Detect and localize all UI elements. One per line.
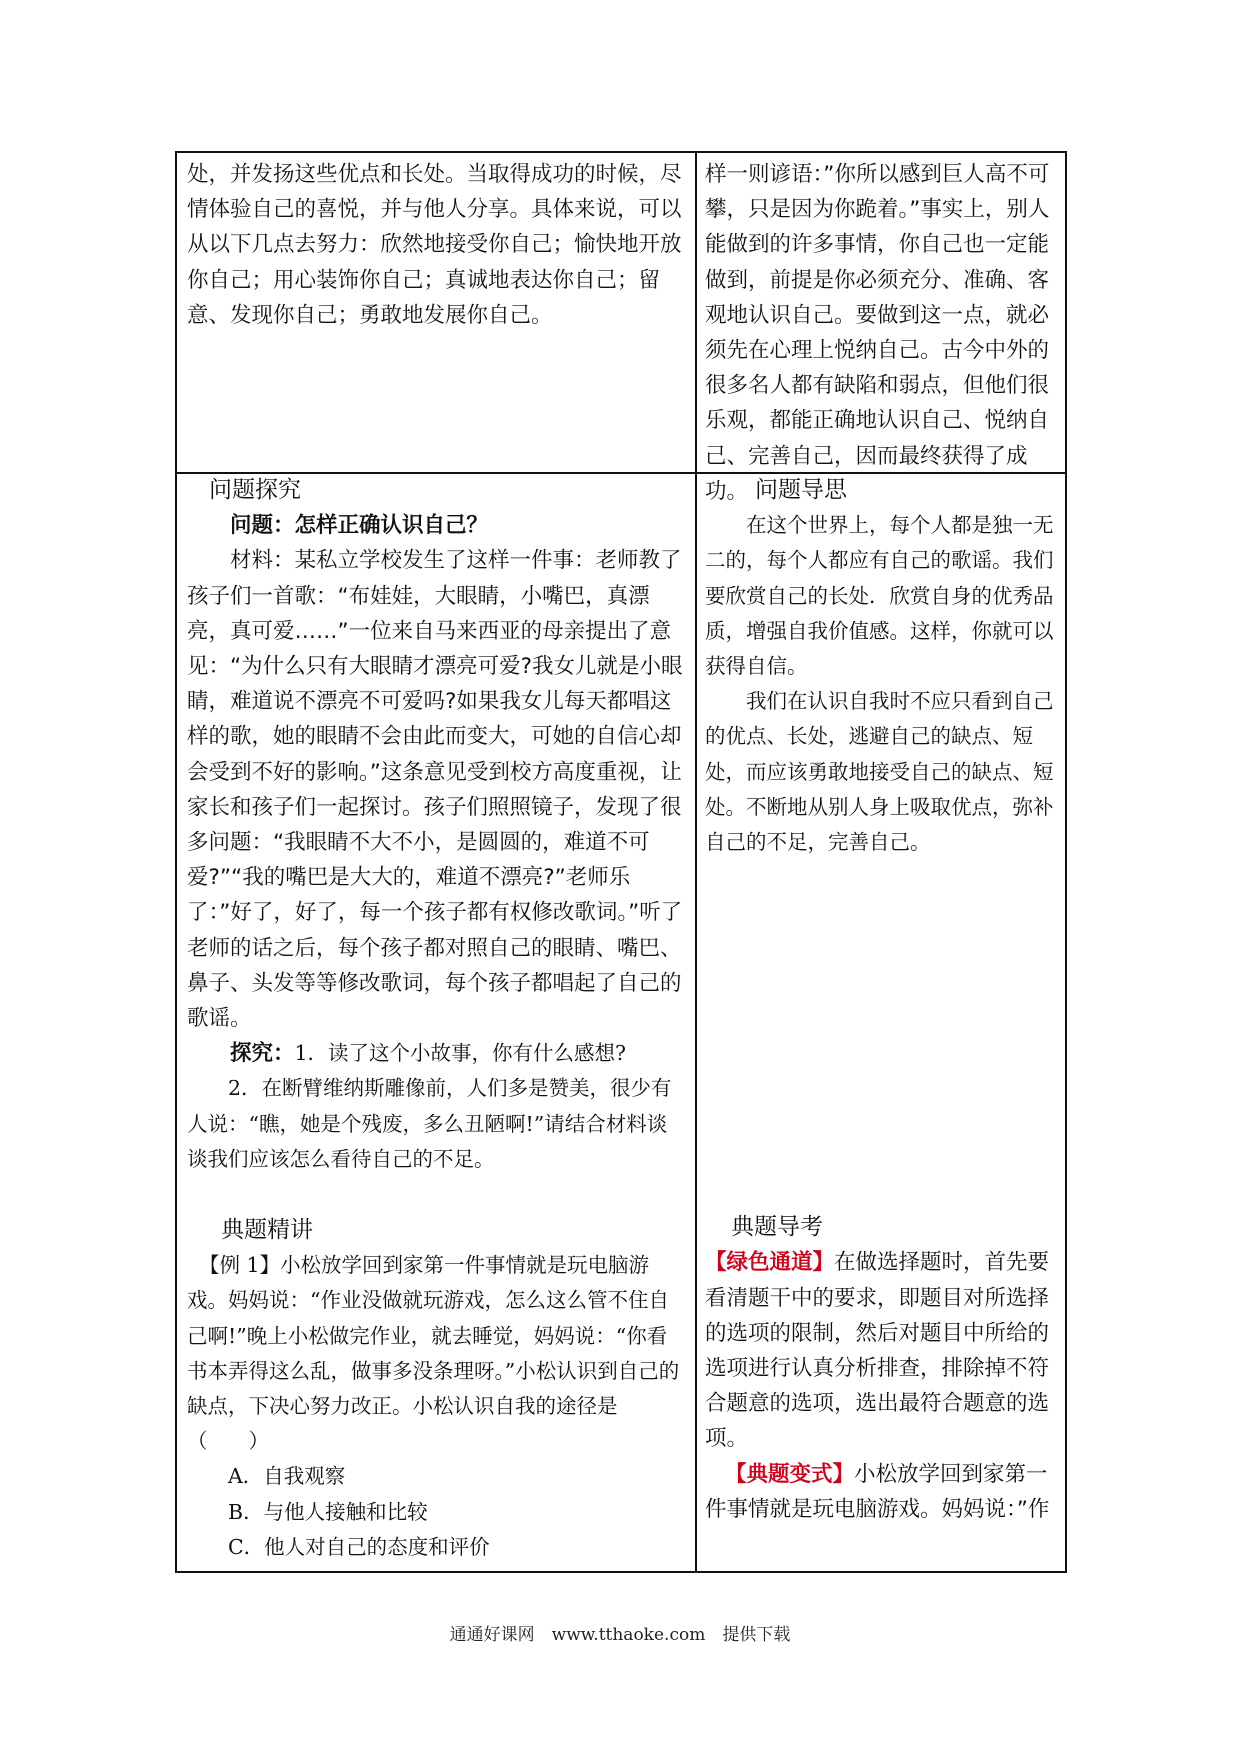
bottom-right-cell <box>705 473 1057 1527</box>
task-1: 1．读了这个小故事，你有什么感想? <box>294 1041 627 1066</box>
question-label: 问题：怎样正确认识自己？ <box>230 513 489 539</box>
option-a: A．自我观察 <box>228 1464 346 1489</box>
variant-text: 小松放学回到家第一件事情就是玩电脑游戏。妈妈说：”作 <box>705 1461 1050 1522</box>
example-text: 小松放学回到家第一件事情就是玩电脑游戏。妈妈说：“作业没做就玩游戏，怎么这么管不住自己啊!”晚上小松做完作业，就去睡觉，妈妈说：“你看书本弄得这么乱，做事多没条理呀。”小松认识到自己的缺点，下决心努力改正。小松认识自我的途径是 （ ） <box>187 1253 700 1454</box>
option-c: C．他人对自己的态度和评价 <box>228 1534 490 1559</box>
example-heading: 典题精讲 <box>221 1217 313 1244</box>
proverb-paragraph: 样一则谚语：”你所以感到巨人高不可攀，只是因为你跪着。”事实上，别人能做到的许多事情，你自己也一定能做到，前提是你必须充分、准确、客观地认识自己。要做到这一点，就必须先在心理上悦纳自己。古今中外的很多名人都有缺陷和弱点，但他们很乐观，都能正确地认识自己、悦纳自己、完善自己，因而最终获得了成功。 <box>705 162 1050 504</box>
green-channel-text: 在做选择题时，首先要看清题干中的要求，即题目对所选择的选项的限制，然后对题目中所给的选项进行认真分析排查，排除掉不符合题意的选项，选出最符合题意的选项。 <box>705 1250 1050 1452</box>
column-divider <box>695 153 697 1571</box>
page-footer: 通通好课网 www.tthaoke.com 提供下载 <box>449 1625 791 1645</box>
task-label: 探究： <box>230 1041 295 1067</box>
guide-paragraph-1: 在这个世界上，每个人都是独一无二的，每个人都应有自己的歌谣。我们要欣赏自己的长处．欣赏自身的优秀品质，增强自我价值感。这样，你就可以获得自信。 <box>705 513 1054 679</box>
material-paragraph: 材料：某私立学校发生了这样一件事：老师教了孩子们一首歌：“布娃娃，大眼睛，小嘴巴，真漂亮，真可爱……”一位来自马来西亚的母亲提出了意见：“为什么只有大眼睛才漂亮可爱?我女儿就是小眼睛，难道说不漂亮不可爱吗?如果我女儿每天都唱这样的歌，她的眼睛不会由此而变大，可她的自信心却会受到不好的影响。”这条意见受到校方高度重视，让家长和孩子们一起探讨。孩子们照照镜子，发现了很多问题：“我眼睛不大不小，是圆圆的，难道不可爱?”“我的嘴巴是大大的，难道不漂亮?”老师乐了：”好了，好了，每一个孩子都有权修改歌词。”听了老师的话之后，每个孩子都对照自己的眼睛、嘴巴、鼻子、头发等等修改歌词，每个孩子都唱起了自己的歌谣。 <box>187 548 683 1032</box>
exam-guide-heading: 典题导考 <box>731 1214 823 1241</box>
explore-heading: 问题探究 <box>209 477 301 503</box>
content-table <box>175 151 1067 1573</box>
task-2: 2．在断臂维纳斯雕像前，人们多是赞美，很少有人说：“瞧，她是个残废，多么丑陋啊!”请结合材料谈谈我们应该怎么看待自己的不足。 <box>187 1076 672 1171</box>
top-left-cell <box>187 157 687 333</box>
option-b: B．与他人接触和比较 <box>228 1499 428 1524</box>
continued-paragraph: 处，并发扬这些优点和长处。当取得成功的时候，尽情体验自己的喜悦，并与他人分享。具体来说，可以从以下几点去努力：欣然地接受你自己；愉快地开放你自己；用心装饰你自己；真诚地表达你自己；留意、发现你自己；勇敢地发展你自己。 <box>187 162 682 328</box>
bottom-left-cell <box>187 473 700 1565</box>
green-channel-label: 【绿色通道】 <box>705 1250 835 1276</box>
example-label: 【例 1】 <box>199 1253 281 1278</box>
guide-heading: 问题导思 <box>755 477 847 503</box>
variant-label: 【典题变式】 <box>725 1461 855 1487</box>
top-right-cell <box>705 157 1057 509</box>
guide-paragraph-2: 我们在认识自我时不应只看到自己的优点、长处，逃避自己的缺点、短处，而应该勇敢地接受自己的缺点、短处。不断地从别人身上吸取优点，弥补自己的不足，完善自己。 <box>705 689 1054 855</box>
